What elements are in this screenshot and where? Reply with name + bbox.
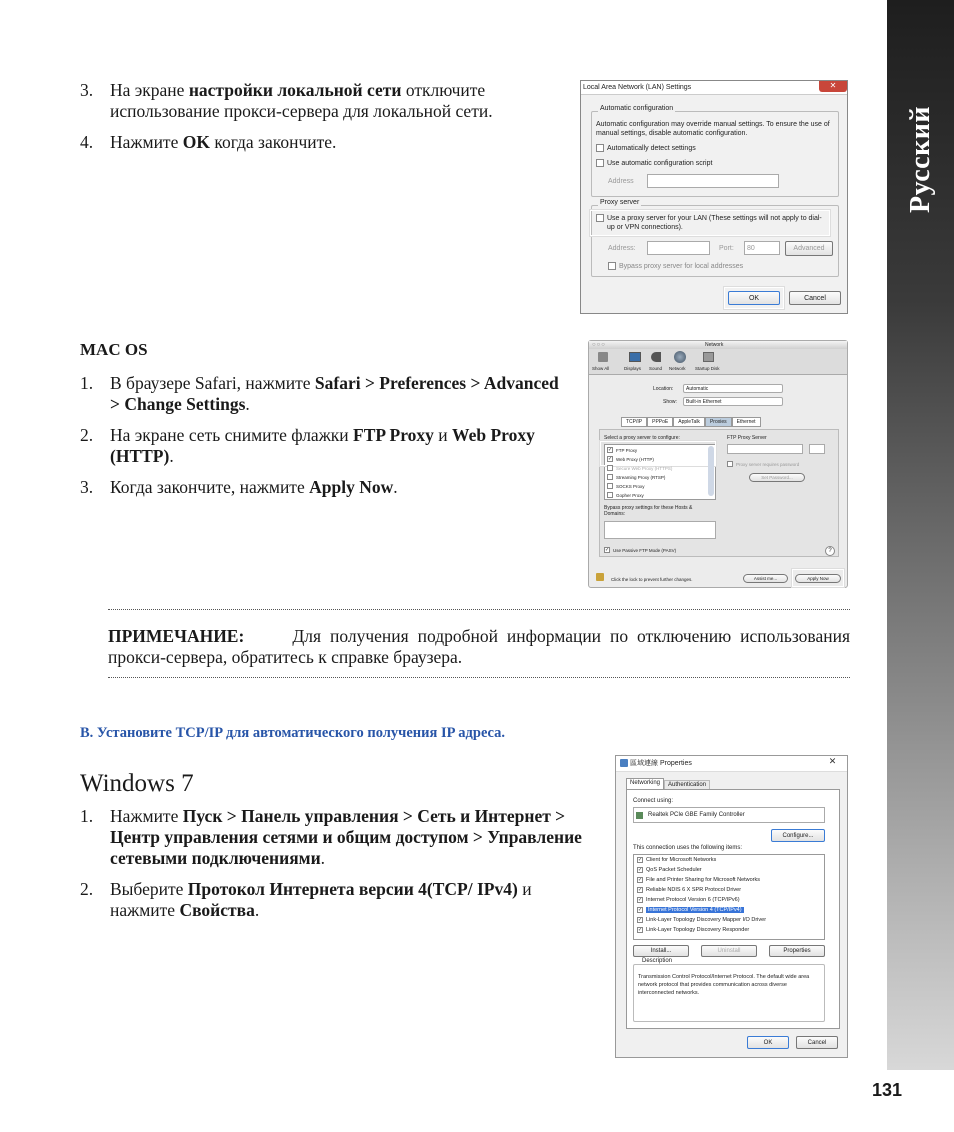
checkbox-box: [607, 474, 613, 480]
step-text-bold: Протокол Интернета версии 4(TCP/ IPv4): [187, 879, 518, 899]
tab-authentication[interactable]: Authentication: [664, 780, 710, 789]
step-text-part: На экране: [110, 80, 189, 100]
use-proxy-checkbox[interactable]: [596, 214, 828, 232]
win7-tabs: [626, 778, 710, 789]
connect-using-label: Connect using:: [633, 798, 674, 804]
lock-text: Click the lock to prevent further changes.: [611, 577, 693, 582]
mac-step-3: [80, 477, 565, 498]
page-number: 131: [872, 1080, 903, 1100]
win7-step-1: [80, 806, 590, 869]
lock-icon[interactable]: [596, 573, 604, 581]
section-b-heading: B. Установите TCP/IP для автоматического получения IP адреса.: [80, 725, 506, 741]
checkbox-label: Web Proxy (HTTP): [616, 456, 654, 462]
properties-button[interactable]: Properties: [769, 945, 825, 957]
item-ndis[interactable]: [637, 887, 741, 893]
adapter-name: Realtek PCIe GBE Family Controller: [648, 812, 745, 818]
network-icon[interactable]: [674, 351, 686, 363]
step-number: 4.: [80, 132, 94, 152]
checkbox-label: Use automatic configuration script: [607, 159, 713, 167]
win7-cancel-button[interactable]: Cancel: [796, 1036, 838, 1049]
note-top-divider: [108, 609, 850, 610]
uninstall-button[interactable]: Uninstall: [701, 945, 757, 957]
show-select[interactable]: Built-in Ethernet: [683, 397, 783, 406]
toolbar-label-network: Network: [669, 366, 686, 371]
step-text-bold: Apply Now: [309, 477, 394, 497]
sound-icon[interactable]: [651, 352, 661, 362]
ftp-server-label: FTP Proxy Server: [727, 435, 767, 441]
step-text-bold: FTP Proxy: [353, 425, 434, 445]
proxy-tabs: [621, 417, 761, 427]
checkbox-label: FTP Proxy: [616, 447, 638, 453]
requires-password-checkbox[interactable]: [727, 461, 799, 467]
note-label: ПРИМЕЧАНИЕ:: [108, 626, 245, 646]
protocol-highlight: [600, 441, 716, 466]
step-text-part: .: [245, 394, 250, 414]
proxy-address-label: Address:: [608, 245, 636, 252]
step-number: 2.: [80, 879, 94, 899]
step-number: 2.: [80, 425, 94, 445]
checkbox-box: ✓: [638, 887, 643, 893]
checkbox-label: Use Passive FTP Mode (PASV): [613, 547, 677, 553]
toolbar-label-sound: Sound: [649, 366, 663, 371]
step-number: 1.: [80, 373, 94, 393]
item-lltd-mapper[interactable]: [637, 917, 766, 923]
step-text-part: На экране сеть снимите флажки: [110, 425, 354, 445]
tab-tcpip[interactable]: TCP/IP: [621, 417, 647, 427]
step-text-part: В браузере Safari, нажмите: [110, 373, 315, 393]
checkbox-box: ✓: [638, 897, 643, 903]
proxy-port-input[interactable]: 80: [744, 241, 780, 255]
step-text-part: .: [393, 477, 398, 497]
location-select[interactable]: Automatic: [683, 384, 783, 393]
checkbox-box: ✓: [608, 456, 613, 462]
step-text-part: отключите использование прокси-сервера для локальной сети.: [110, 80, 493, 121]
step-text-bold: Пуск > Панель управления > Сеть и Интернет > Центр управления сетями и общим доступом > Управление сетевыми подключениями: [110, 806, 582, 868]
checkbox-box: [596, 159, 604, 167]
checkbox-label: Internet Protocol Version 6 (TCP/IPv6): [646, 897, 740, 903]
note-text: Для получения подробной информации по отключению использования прокси-сервера, обратитесь к справке браузера.: [108, 626, 850, 667]
step-text: [110, 132, 565, 153]
step-text: [110, 806, 590, 869]
item-ipv4[interactable]: [637, 907, 744, 913]
traffic-light-icon[interactable]: ○○○: [592, 342, 606, 348]
mac-window-title: Network: [705, 342, 724, 348]
win7-dialog-title: 區域連線 Properties: [630, 760, 692, 767]
advanced-button[interactable]: Advanced: [785, 241, 833, 256]
protocol-gopher[interactable]: [607, 492, 644, 498]
step-text-part: Когда закончите, нажмите: [110, 477, 310, 497]
win7-properties-dialog: [615, 755, 848, 1058]
lan-settings-dialog: [580, 80, 848, 314]
ok-button[interactable]: OK: [728, 291, 780, 305]
protocol-secure-web[interactable]: [607, 465, 672, 471]
address-label: Address: [608, 178, 634, 185]
lan-step-3: [80, 80, 565, 122]
ftp-port-input[interactable]: [809, 444, 825, 454]
lan-step-4: [80, 132, 565, 153]
win7-steps: [80, 806, 590, 931]
step-text-bold: Свойства: [179, 900, 255, 920]
close-icon: ✕: [828, 756, 837, 766]
checkbox-label: Link-Layer Topology Discovery Mapper I/O Driver: [646, 917, 767, 923]
startup-disk-icon[interactable]: [703, 352, 714, 362]
tab-ethernet[interactable]: Ethernet: [732, 417, 761, 427]
step-text: [110, 477, 565, 498]
checkbox-label: Bypass proxy server for local addresses: [619, 262, 744, 270]
set-password-button[interactable]: Set Password...: [749, 473, 805, 482]
adapter-icon: [636, 812, 643, 819]
tab-pppoe[interactable]: PPPoE: [647, 417, 673, 427]
step-text: [110, 425, 565, 467]
checkbox-box: ✓: [638, 877, 643, 883]
checkbox-label: Gopher Proxy: [616, 492, 644, 498]
help-icon[interactable]: ?: [825, 546, 835, 556]
checkbox-label: Internet Protocol Version 4 (TCP/IPv4): [648, 907, 742, 913]
step-text-part: .: [320, 848, 326, 868]
step-number: 1.: [80, 806, 94, 826]
checkbox-label: Client for Microsoft Networks: [646, 857, 717, 863]
mac-os-heading: MAC OS: [80, 340, 148, 359]
checkbox-box: [596, 214, 604, 222]
step-text: [110, 373, 565, 415]
step-text: [110, 80, 565, 122]
step-text-bold: настройки локальной сети: [188, 80, 402, 100]
step-text-part: Нажмите: [110, 806, 183, 826]
checkbox-label: Secure Web Proxy (HTTPS): [616, 465, 673, 471]
description-text: Transmission Control Protocol/Internet Protocol. The default wide area network protocol that provides communication across diverse interconnected networks.: [638, 974, 810, 996]
checkbox-box: [607, 483, 613, 489]
lan-dialog-title: Local Area Network (LAN) Settings: [583, 84, 692, 91]
checkbox-label: Use a proxy server for your LAN (These settings will not apply to dial-up or VPN connections).: [607, 215, 822, 231]
close-icon: ✕: [829, 81, 837, 90]
step-text-part: .: [254, 900, 260, 920]
protocol-list-scrollbar[interactable]: [708, 446, 714, 496]
protocol-ftp[interactable]: [607, 447, 637, 453]
items-label: This connection uses the following items:: [633, 845, 743, 851]
step-text-part: Нажмите: [110, 132, 183, 152]
configure-button[interactable]: Configure...: [771, 829, 825, 842]
toolbar-label-show-all: Show All: [592, 366, 610, 371]
checkbox-box: ✓: [638, 907, 643, 913]
step-text-part: и нажмите: [110, 879, 532, 920]
language-label: Русский: [905, 106, 936, 214]
checkbox-box: ✓: [605, 547, 610, 553]
show-label: Show:: [663, 399, 677, 405]
show-all-icon[interactable]: [598, 352, 608, 362]
lan-steps: [80, 80, 565, 163]
bypass-local-checkbox[interactable]: [608, 262, 743, 270]
tab-proxies[interactable]: Proxies: [705, 417, 732, 427]
cancel-button[interactable]: Cancel: [789, 291, 841, 305]
install-button[interactable]: Install...: [633, 945, 689, 957]
step-text-part: когда закончите.: [209, 132, 337, 152]
auto-detect-checkbox[interactable]: [596, 144, 696, 152]
mac-network-window: [588, 340, 848, 588]
checkbox-label: SOCKS Proxy: [616, 483, 645, 489]
tab-appletalk[interactable]: AppleTalk: [673, 417, 705, 427]
script-address-input[interactable]: [647, 174, 779, 188]
step-text-part: и: [433, 425, 453, 445]
checkbox-box: ✓: [638, 867, 643, 873]
toolbar-label-startup-disk: Startup Disk: [695, 366, 720, 371]
proxy-server-legend: Proxy server: [600, 199, 640, 206]
item-file-printer[interactable]: [637, 877, 760, 883]
win7-close-button[interactable]: [818, 756, 847, 768]
mac-step-2: [80, 425, 565, 467]
select-proxy-label: Select a proxy server to configure:: [604, 435, 680, 441]
step-number: 3.: [80, 477, 94, 497]
checkbox-box: [607, 465, 613, 471]
step-text-part: .: [169, 446, 174, 466]
auto-config-legend: Automatic configuration: [600, 105, 674, 112]
description-group: [633, 958, 825, 1022]
step-text-bold: Web Proxy (HTTP): [110, 425, 535, 466]
protocol-socks[interactable]: [607, 483, 645, 489]
checkbox-box: [596, 144, 604, 152]
checkbox-box: [607, 492, 613, 498]
checkbox-label: Automatically detect settings: [607, 144, 696, 152]
mac-steps: [80, 373, 565, 508]
network-adapter-icon: [620, 759, 628, 767]
checkbox-label: Proxy server requires password: [736, 461, 800, 467]
mac-toolbar: [589, 349, 847, 375]
close-button[interactable]: [819, 81, 847, 92]
auto-script-checkbox[interactable]: [596, 159, 712, 167]
checkbox-label: Streaming Proxy (RTSP): [616, 474, 666, 480]
step-text-part: Выберите: [110, 879, 188, 899]
item-lltd-responder[interactable]: [637, 927, 749, 933]
checkbox-label: Link-Layer Topology Discovery Responder: [646, 927, 750, 933]
item-qos[interactable]: [637, 867, 702, 873]
step-number: 3.: [80, 80, 94, 100]
win7-ok-button[interactable]: OK: [747, 1036, 789, 1049]
checkbox-box: ✓: [638, 917, 643, 923]
tab-networking[interactable]: Networking: [626, 778, 664, 789]
apply-now-button[interactable]: Apply Now: [795, 574, 841, 583]
checkbox-box: ✓: [608, 447, 613, 453]
location-label: Location:: [653, 386, 674, 392]
note-bottom-divider: [108, 677, 850, 678]
toolbar-label-displays: Displays: [624, 366, 642, 371]
item-ipv6[interactable]: [637, 897, 740, 903]
proxy-address-input[interactable]: [647, 241, 710, 255]
checkbox-label: QoS Packet Scheduler: [646, 867, 702, 873]
step-text-bold: Safari > Preferences > Advanced > Change Settings: [110, 373, 559, 414]
item-client-ms[interactable]: [637, 857, 716, 863]
checkbox-label: File and Printer Sharing for Microsoft Networks: [646, 877, 761, 883]
checkbox-box: ✓: [638, 857, 643, 863]
adapter-field: [633, 807, 825, 823]
checkbox-label: Reliable NDIS 6 X SPR Protocol Driver: [646, 887, 742, 893]
mac-step-1: [80, 373, 565, 415]
protocol-streaming[interactable]: [607, 474, 665, 480]
step-text-bold: OK: [182, 132, 210, 152]
note-block: [108, 626, 850, 668]
assist-me-button[interactable]: Assist me...: [743, 574, 788, 583]
bypass-label: Bypass proxy settings for these Hosts & Domains:: [604, 505, 693, 517]
passive-ftp-checkbox[interactable]: [604, 547, 676, 553]
checkbox-box: [727, 461, 733, 467]
checkbox-box: [608, 262, 616, 270]
auto-config-description: Automatic configuration may override manual settings. To ensure the use of manual settings, disable automatic configuration.: [596, 121, 830, 137]
windows7-heading: Windows 7: [80, 770, 194, 797]
win7-step-2: [80, 879, 590, 921]
proxy-server-group: [591, 199, 839, 277]
bypass-hosts-input[interactable]: [604, 521, 716, 539]
displays-icon[interactable]: [629, 352, 641, 362]
protocol-web[interactable]: [607, 456, 654, 462]
description-legend: Description: [642, 958, 673, 964]
auto-config-group: [591, 105, 839, 197]
ftp-server-input[interactable]: [727, 444, 803, 454]
proxy-port-label: Port:: [719, 245, 734, 252]
step-text: [110, 879, 590, 921]
checkbox-box: ✓: [638, 927, 643, 933]
